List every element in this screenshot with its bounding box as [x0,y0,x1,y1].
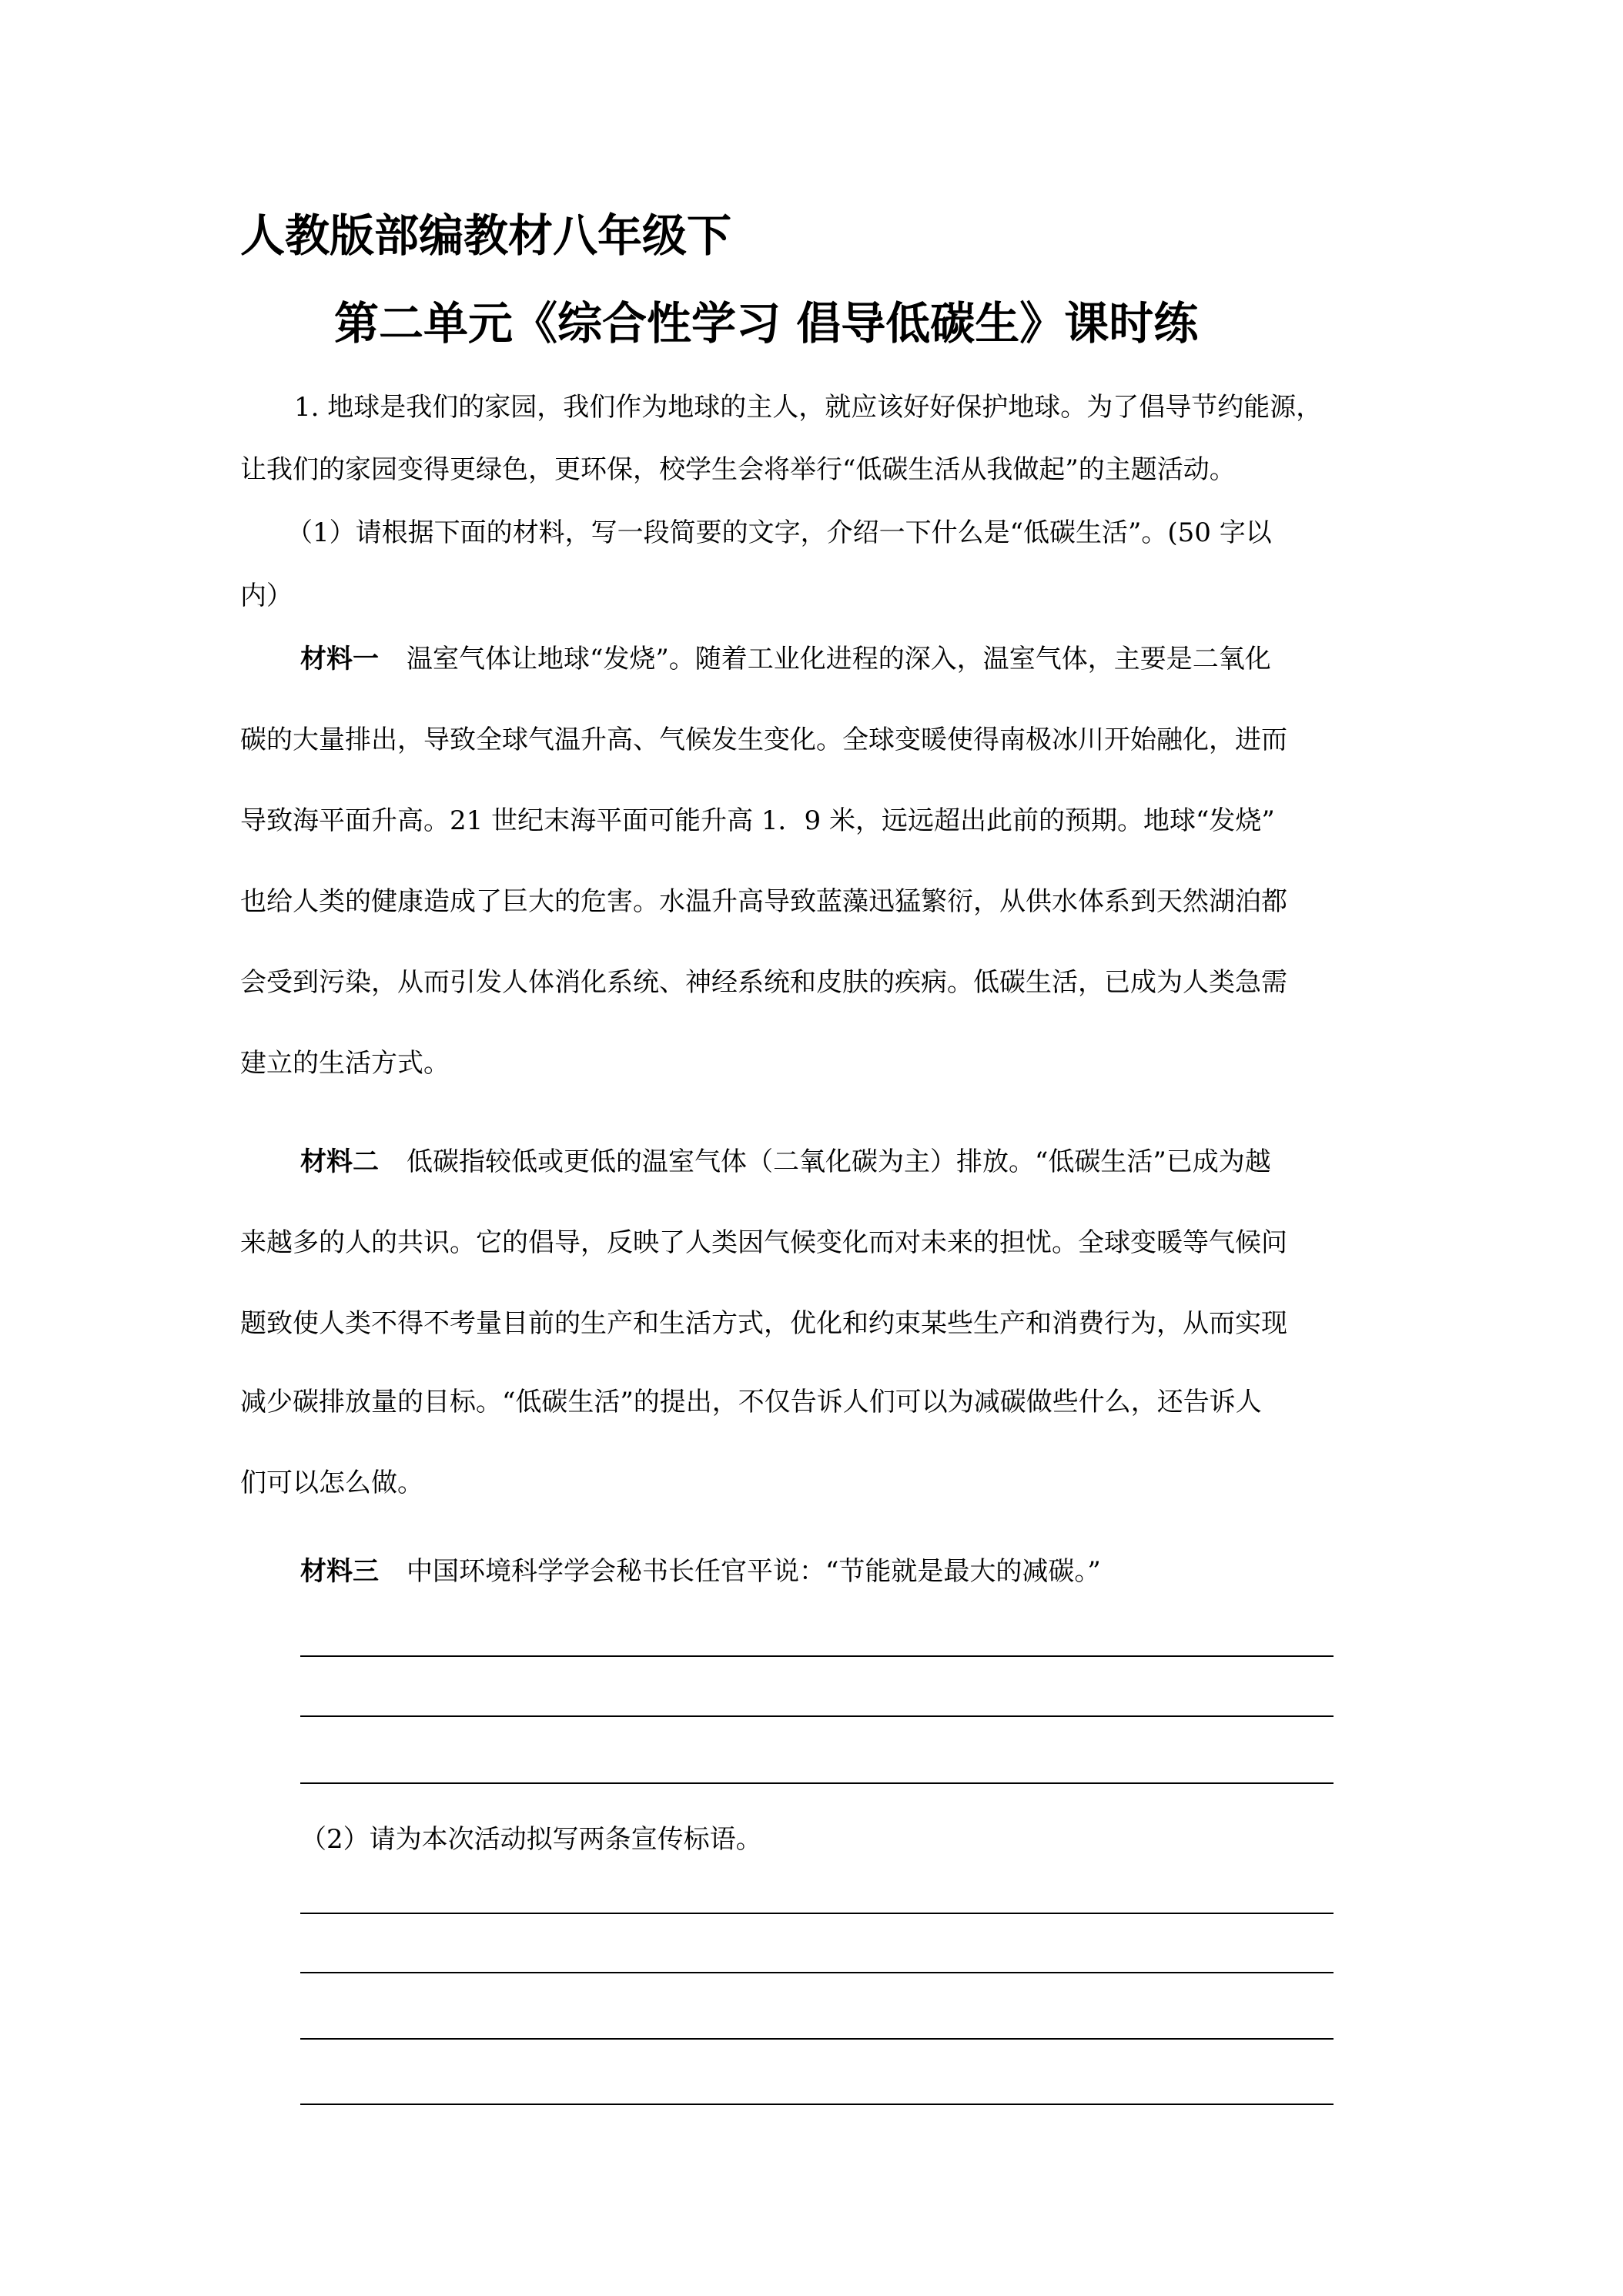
answer-line[interactable] [300,2038,1334,2040]
material-1-line-2: 碳的大量排出，导致全球气温升高、气候发生变化。全球变暖使得南极冰川开始融化，进而 [240,725,1287,755]
material-2-line-5: 们可以怎么做。 [240,1468,423,1498]
material-2-line-4: 减少碳排放量的目标。“低碳生活”的提出，不仅告诉人们可以为减碳做些什么，还告诉人 [240,1387,1262,1417]
part-1-prompt-line-2: 内） [240,581,293,611]
question-1-intro-line-1: 1. 地球是我们的家园，我们作为地球的主人，就应该好好保护地球。为了倡导节约能源， [294,392,1323,423]
answer-line[interactable] [300,1913,1334,1914]
material-3-text: 中国环境科学学会秘书长任官平说：“节能就是最大的减碳。” [407,1556,1101,1587]
document-title-grade: 人教版部编教材八年级下 [240,209,732,262]
material-1-label: 材料一 [300,644,379,674]
material-2-line-2: 来越多的人的共识。它的倡导，反映了人类因气候变化而对未来的担忧。全球变暖等气候问 [240,1227,1287,1258]
part-1-prompt-line-1: （1）请根据下面的材料，写一段简要的文字，介绍一下什么是“低碳生活”。(50 字以 [286,517,1272,548]
material-1-line-1 [300,641,1271,678]
material-3-line [300,1553,1101,1590]
answer-line[interactable] [300,1782,1334,1784]
answer-line[interactable] [300,2104,1334,2105]
material-3-label: 材料三 [300,1556,379,1587]
material-1-line-5: 会受到污染，从而引发人体消化系统、神经系统和皮肤的疾病。低碳生活，已成为人类急需 [240,967,1287,998]
material-2-line-1 [300,1143,1271,1180]
part-2-prompt: （2）请为本次活动拟写两条宣传标语。 [300,1824,762,1855]
material-2-label: 材料二 [300,1146,379,1177]
document-title-unit: 第二单元《综合性学习 倡导低碳生》课时练 [334,297,1199,350]
material-1-line-6: 建立的生活方式。 [240,1048,450,1079]
material-2-text: 低碳指较低或更低的温室气体（二氧化碳为主）排放。“低碳生活”已成为越 [407,1146,1271,1177]
answer-line[interactable] [300,1972,1334,1973]
material-1-line-4: 也给人类的健康造成了巨大的危害。水温升高导致蓝藻迅猛繁衍，从供水体系到天然湖泊都 [240,886,1287,917]
material-1-text: 温室气体让地球“发烧”。随着工业化进程的深入，温室气体，主要是二氧化 [407,644,1271,674]
material-1-line-3: 导致海平面升高。21 世纪末海平面可能升高 1．9 米，远远超出此前的预期。地球“发烧” [240,805,1275,836]
answer-line[interactable] [300,1655,1334,1657]
material-2-line-3: 题致使人类不得不考量目前的生产和生活方式，优化和约束某些生产和消费行为，从而实现 [240,1308,1287,1339]
answer-line[interactable] [300,1715,1334,1717]
question-1-intro-line-2: 让我们的家园变得更绿色，更环保，校学生会将举行“低碳生活从我做起”的主题活动。 [240,454,1236,485]
